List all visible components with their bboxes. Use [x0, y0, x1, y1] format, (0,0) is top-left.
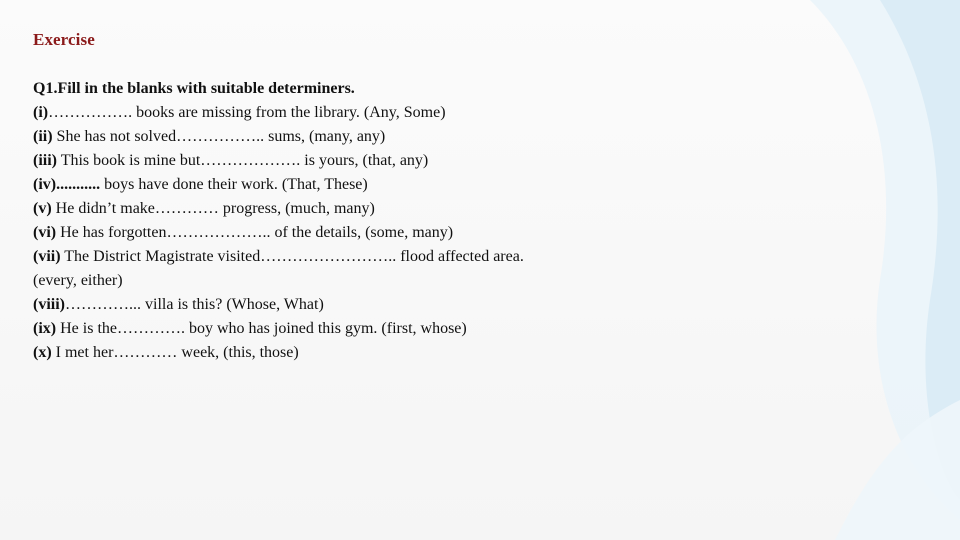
item-text: ……………. books are missing from the library. (Any, Some): [48, 104, 446, 121]
exercise-body: [33, 77, 673, 365]
item-label: (i): [33, 104, 49, 121]
decorative-wave-shape: [880, 0, 960, 500]
list-item: [33, 245, 673, 269]
list-item: [33, 149, 673, 173]
slide-title: Exercise: [33, 30, 95, 49]
question-heading: Q1.Fill in the blanks with suitable determiners.: [33, 80, 355, 97]
list-item: [33, 173, 673, 197]
item-label: (vii): [33, 248, 61, 265]
list-item: [33, 197, 673, 221]
item-text: He has forgotten……………….. of the details, (some, many): [56, 224, 454, 241]
item-text: boys have done their work. (That, These): [100, 176, 368, 193]
list-item: [33, 125, 673, 149]
item-label: (ix): [33, 320, 57, 337]
item-text: (every, either): [33, 272, 123, 289]
item-text: She has not solved…………….. sums, (many, any): [52, 128, 386, 145]
item-text: …………... villa is this? (Whose, What): [65, 296, 324, 313]
item-label: (v): [33, 200, 52, 217]
list-item-continuation: [33, 269, 673, 293]
decorative-wave-shape: [810, 0, 960, 520]
item-label: (vi): [33, 224, 57, 241]
item-text: I met her………… week, (this, those): [51, 344, 299, 361]
list-item: [33, 221, 673, 245]
item-text: He is the…………. boy who has joined this gym. (first, whose): [56, 320, 467, 337]
item-label: (iv)...........: [33, 176, 101, 193]
decorative-wave-shape: [835, 400, 960, 540]
item-label: (iii): [33, 152, 57, 169]
item-label: (ii): [33, 128, 53, 145]
item-text: He didn’t make………… progress, (much, many): [51, 200, 375, 217]
list-item: [33, 317, 673, 341]
item-text: This book is mine but………………. is yours, (that, any): [57, 152, 429, 169]
list-item: [33, 341, 673, 365]
list-item: [33, 101, 673, 125]
item-label: (viii): [33, 296, 65, 313]
item-text: The District Magistrate visited…………………….. flood affected area.: [60, 248, 524, 265]
list-item: [33, 293, 673, 317]
item-label: (x): [33, 344, 52, 361]
